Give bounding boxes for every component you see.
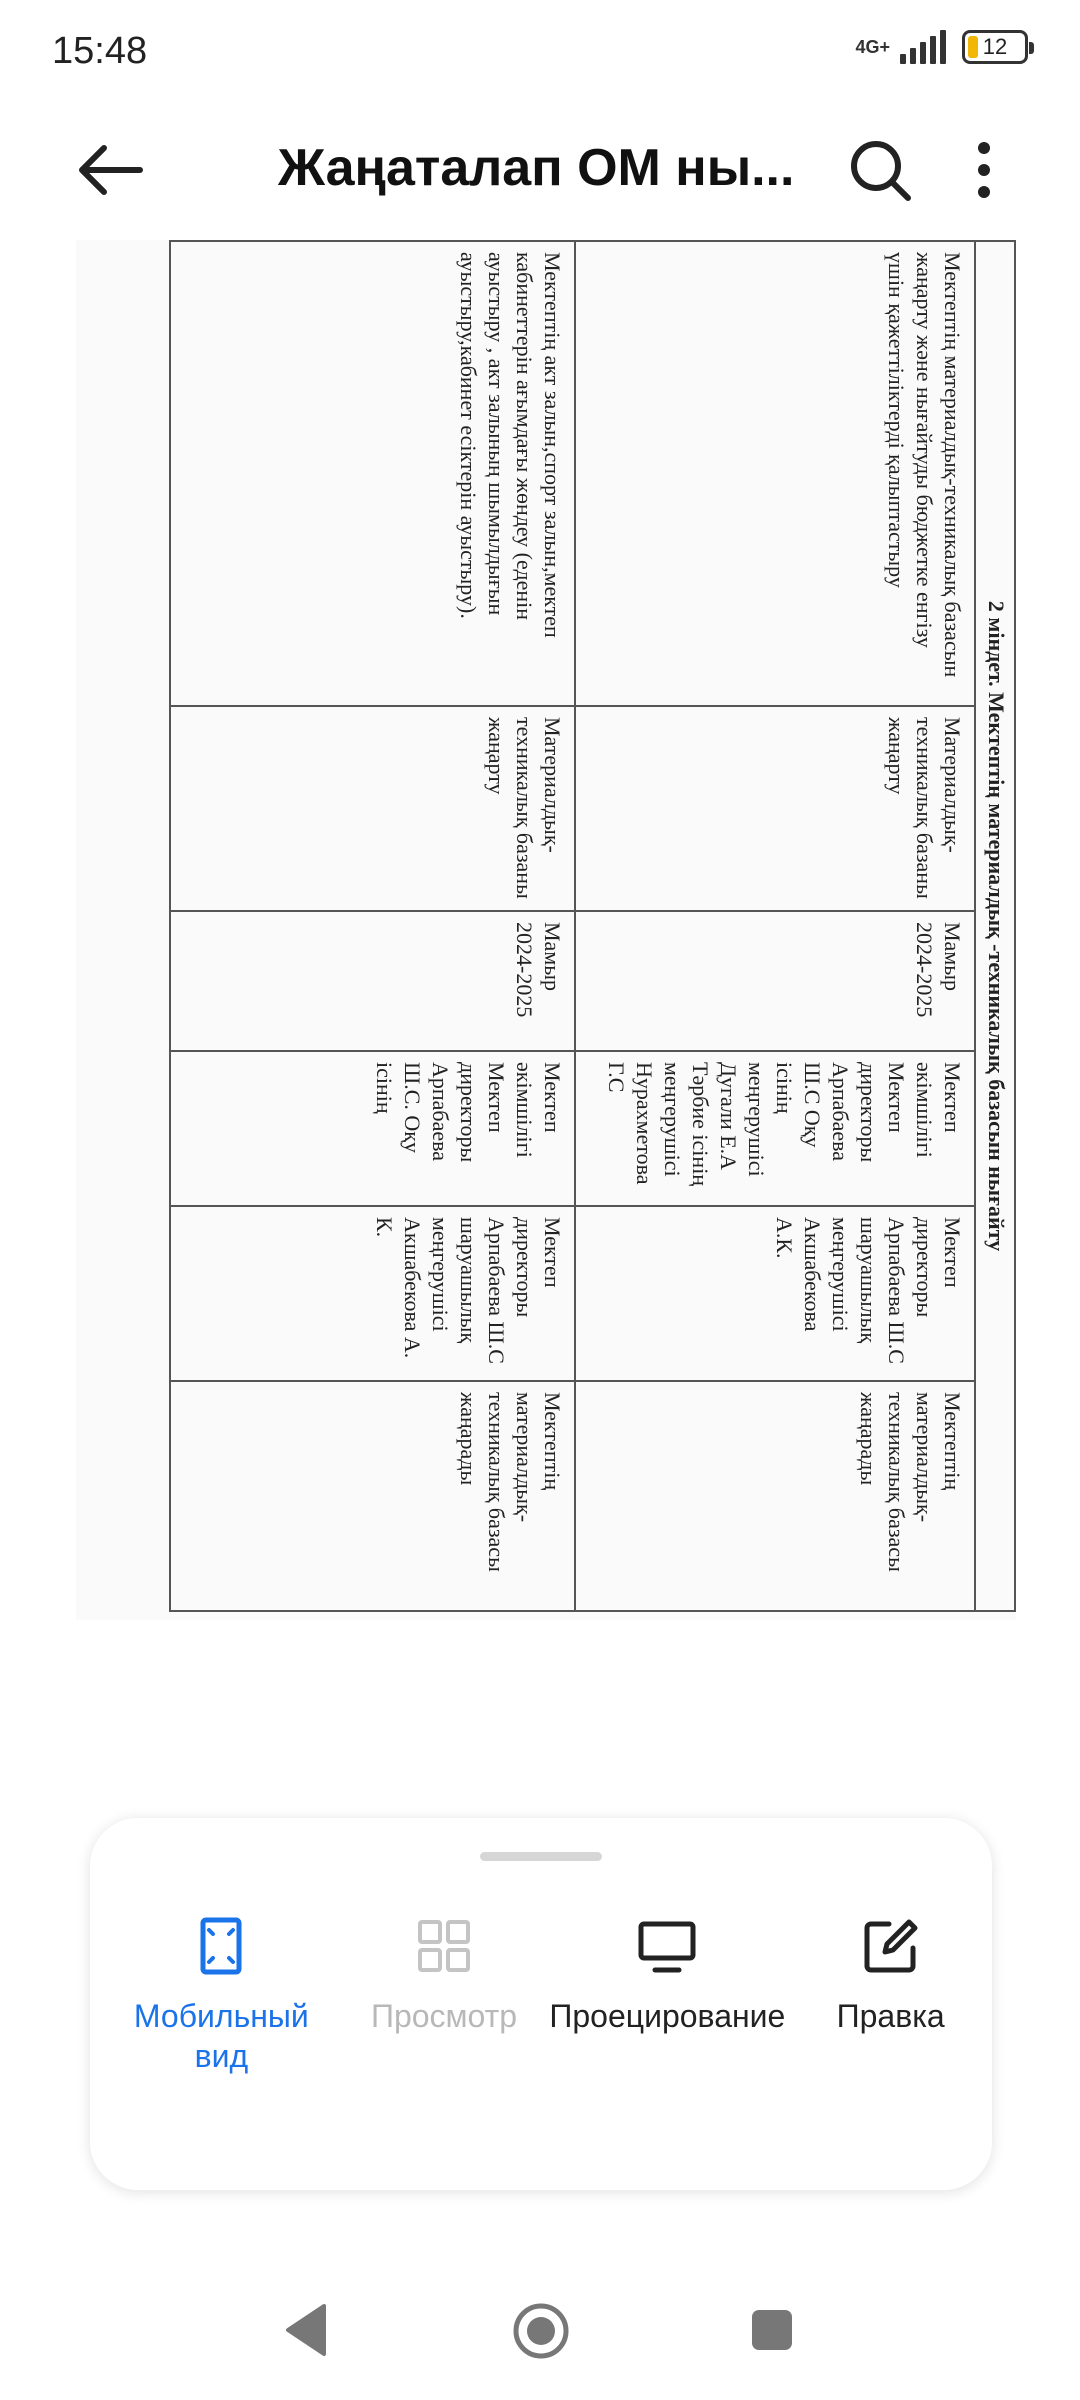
cell-task: Мектептің материалдық-техникалық базасын жаңарту және нығайтуды бюджетке енгізу үшін қажеттіліктерді қалыптастыру <box>575 241 975 706</box>
grid-view-icon <box>412 1914 476 1978</box>
edit-icon <box>859 1914 923 1978</box>
action-row <box>90 1914 992 2076</box>
more-vertical-icon <box>944 130 1024 210</box>
cell-term: Мамыр 2024-2025 <box>170 911 575 1051</box>
nav-recent-icon[interactable] <box>752 2310 792 2350</box>
table-heading-row <box>975 241 1015 1611</box>
cell-control: Мектеп директоры Арпабаева Ш.С шаруашылық меңгерушісі Акшабекова А. К. <box>170 1206 575 1381</box>
cell-task: Мектептің акт залын,спорт залын,мектеп кабинеттерін ағымдағы жөндеу (еденін ауыстыру , акт залының шымылдығын ауыстыру,кабинет есіктерін ауыстыру). <box>170 241 575 706</box>
monitor-icon <box>635 1914 699 1978</box>
document-page <box>76 240 1016 1620</box>
drag-handle[interactable] <box>480 1852 602 1861</box>
system-nav-bar <box>0 2280 1080 2400</box>
network-type: 4G+ <box>855 37 890 57</box>
arrow-left-icon <box>70 130 150 210</box>
nav-home-icon <box>512 2302 570 2360</box>
cell-control: Мектеп директоры Арпабаева Ш.С шаруашылық меңгерушісі Акшабекова А.К. <box>575 1206 975 1381</box>
search-button[interactable] <box>840 130 920 210</box>
mobile-view-icon <box>189 1914 253 1978</box>
cell-term: Мамыр 2024-2025 <box>575 911 975 1051</box>
action-label: Проецирование <box>549 1998 786 2034</box>
status-icons <box>855 30 1028 64</box>
more-options-button[interactable] <box>944 130 1024 210</box>
edit-button[interactable] <box>789 1914 992 2076</box>
action-label: Мобильный вид <box>133 1998 309 2074</box>
status-bar <box>0 0 1080 100</box>
page-title: Жаңаталап ОМ ны... <box>278 139 795 197</box>
cell-responsible: Мектеп әкімшілігі Мектеп директоры Арпабаева Ш.С Оқу ісінің меңгерушісі Дугали Е.А Тәрбие ісінің меңгерушісі Нурахметова Г.С <box>575 1051 975 1206</box>
projection-button[interactable] <box>549 1914 786 2076</box>
cell-result: Мектептің материалдық-техникалық базасы жаңарады <box>575 1381 975 1611</box>
search-icon <box>840 130 920 210</box>
rotated-table-wrapper <box>76 240 1016 1620</box>
nav-back-icon <box>280 2300 330 2360</box>
mobile-view-button[interactable] <box>120 1914 323 2076</box>
preview-button[interactable] <box>343 1914 546 2076</box>
signal-icon <box>900 30 946 64</box>
plan-table <box>169 240 1016 1612</box>
battery-icon <box>962 30 1028 64</box>
back-button[interactable] <box>70 130 150 210</box>
table-row <box>575 241 975 1611</box>
app-bar <box>0 100 1080 240</box>
nav-home-button[interactable] <box>512 2302 570 2360</box>
cell-goal: Материалдық-техникалық базаны жаңарту <box>170 706 575 911</box>
cell-goal: Материалдық-техникалық базаны жаңарту <box>575 706 975 911</box>
document-viewer[interactable] <box>76 240 1016 1620</box>
nav-back-button[interactable] <box>280 2300 330 2360</box>
cell-responsible: Мектеп әкімшілігі Мектеп директоры Арпабаева Ш.С. Оқу ісінің <box>170 1051 575 1206</box>
cell-result: Мектептің материалдық-техникалық базасы жаңарады <box>170 1381 575 1611</box>
action-label: Просмотр <box>370 1998 518 2034</box>
table-row <box>170 241 575 1611</box>
battery-level: 12 <box>982 34 1008 59</box>
table-heading: 2 міндет. Мектептің материалдық -техникалық базасын нығайту <box>975 241 1015 1611</box>
view-mode-sheet <box>90 1818 992 2190</box>
action-label: Правка <box>836 1998 945 2034</box>
status-time: 15:48 <box>52 30 148 72</box>
